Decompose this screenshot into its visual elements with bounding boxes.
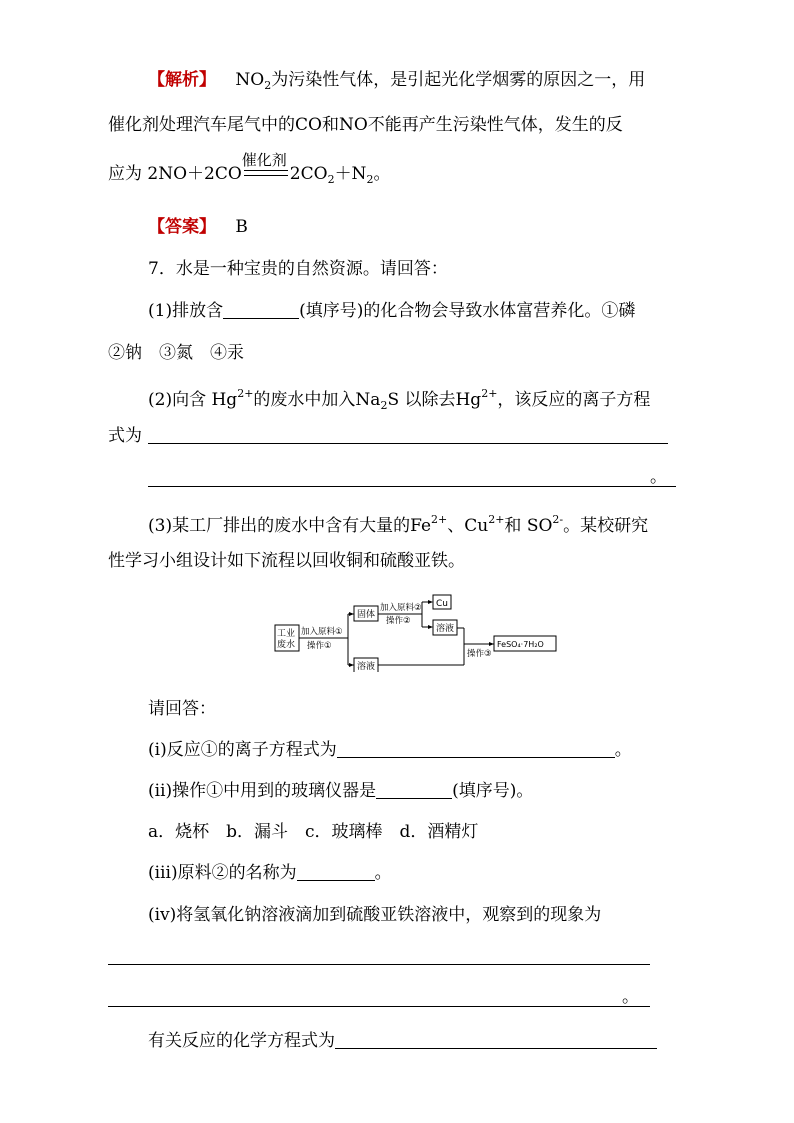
answer-line — [148, 216, 248, 238]
analysis-bracket: 【解析】 — [148, 70, 216, 90]
catalyst-arrow — [241, 151, 290, 185]
q7-sub-iii: (ⅲ)原料②的名称为 。 — [148, 863, 392, 883]
flow-text-cu: Cu — [436, 599, 448, 609]
answer-line-2a[interactable] — [148, 443, 668, 444]
q7-sub-ii: (ⅱ)操作①中用到的玻璃仪器是 (填序号)。 — [148, 781, 534, 801]
q7-part2-answer-label: 式为 — [108, 426, 142, 446]
please-answer: 请回答： — [148, 699, 216, 719]
q7-part2: (2)向含 $Hg^{2+}$的废水中加入$Na_2S$ 以除去$Hg^{2+}$，该反应的离子方程 — [148, 387, 651, 412]
analysis-line-3: 应为 2NO＋2CO 催化剂 $2CO_2+N_2$。 — [108, 151, 391, 186]
q7-sub-i: (ⅰ)反应①的离子方程式为 。 — [148, 740, 632, 760]
flow-diagram — [272, 592, 562, 672]
answer-line-iv-a[interactable] — [108, 964, 650, 965]
analysis-line-1: 【解析】 $NO_2$为污染性气体，是引起光化学烟雾的原因之一，用 — [148, 70, 646, 92]
q7-last: 有关反应的化学方程式为 — [148, 1030, 657, 1052]
flow-text-solution-top: 溶液 — [436, 624, 455, 634]
catalyst-label: 催化剂 — [241, 151, 287, 169]
flow-text-product: FeSO₄·7H₂O — [497, 640, 544, 649]
flow-text-op2: 操作② — [386, 616, 411, 626]
q7-part2-period: 。 — [650, 467, 667, 487]
answer-value: B — [235, 217, 248, 237]
q7-stem: 7．水是一种宝贵的自然资源。请回答： — [148, 259, 448, 279]
answer-blank-iii[interactable] — [297, 863, 375, 881]
q7-sub-iv-period: 。 — [622, 987, 639, 1007]
flow-text-op3: 操作③ — [467, 649, 492, 659]
answer-bracket: 【答案】 — [148, 217, 216, 237]
flow-text-start1: 工业 — [277, 629, 296, 639]
q7-sub-ii-options: a．烧杯 b．漏斗 c．玻璃棒 d．酒精灯 — [148, 822, 479, 842]
flow-text-add1: 加入原料① — [301, 627, 343, 637]
analysis-line-2: 催化剂处理汽车尾气中的CO和NO不能再产生污染性气体，发生的反 — [108, 115, 623, 135]
q7-sub-iv: (ⅳ)将氢氧化钠溶液滴加到硫酸亚铁溶液中，观察到的现象为 — [148, 905, 602, 925]
flow-text-op1: 操作① — [307, 641, 332, 651]
q7-part1-options: ②钠 ③氮 ④汞 — [108, 343, 244, 363]
answer-line-2b[interactable] — [148, 486, 676, 487]
answer-blank-last[interactable] — [335, 1031, 657, 1049]
flow-text-solution-bottom: 溶液 — [357, 662, 376, 672]
answer-blank-ii[interactable] — [376, 781, 452, 799]
answer-line-iv-b[interactable] — [108, 1006, 650, 1007]
flow-text-add2: 加入原料② — [380, 603, 422, 613]
q7-part1: (1)排放含 (填序号)的化合物会导致水体富营养化。①磷 — [148, 301, 636, 321]
flow-text-solid: 固体 — [357, 610, 376, 620]
answer-blank-1[interactable] — [223, 301, 299, 319]
q7-part3-line2: 性学习小组设计如下流程以回收铜和硫酸亚铁。 — [108, 551, 465, 571]
flow-text-start2: 废水 — [277, 640, 296, 650]
answer-blank-i[interactable] — [337, 740, 615, 758]
q7-part3: (3)某工厂排出的废水中含有大量的$Fe^{2+}$、$Cu^{2+}$和 $SO^{2-}$。某校研究 — [148, 513, 649, 536]
